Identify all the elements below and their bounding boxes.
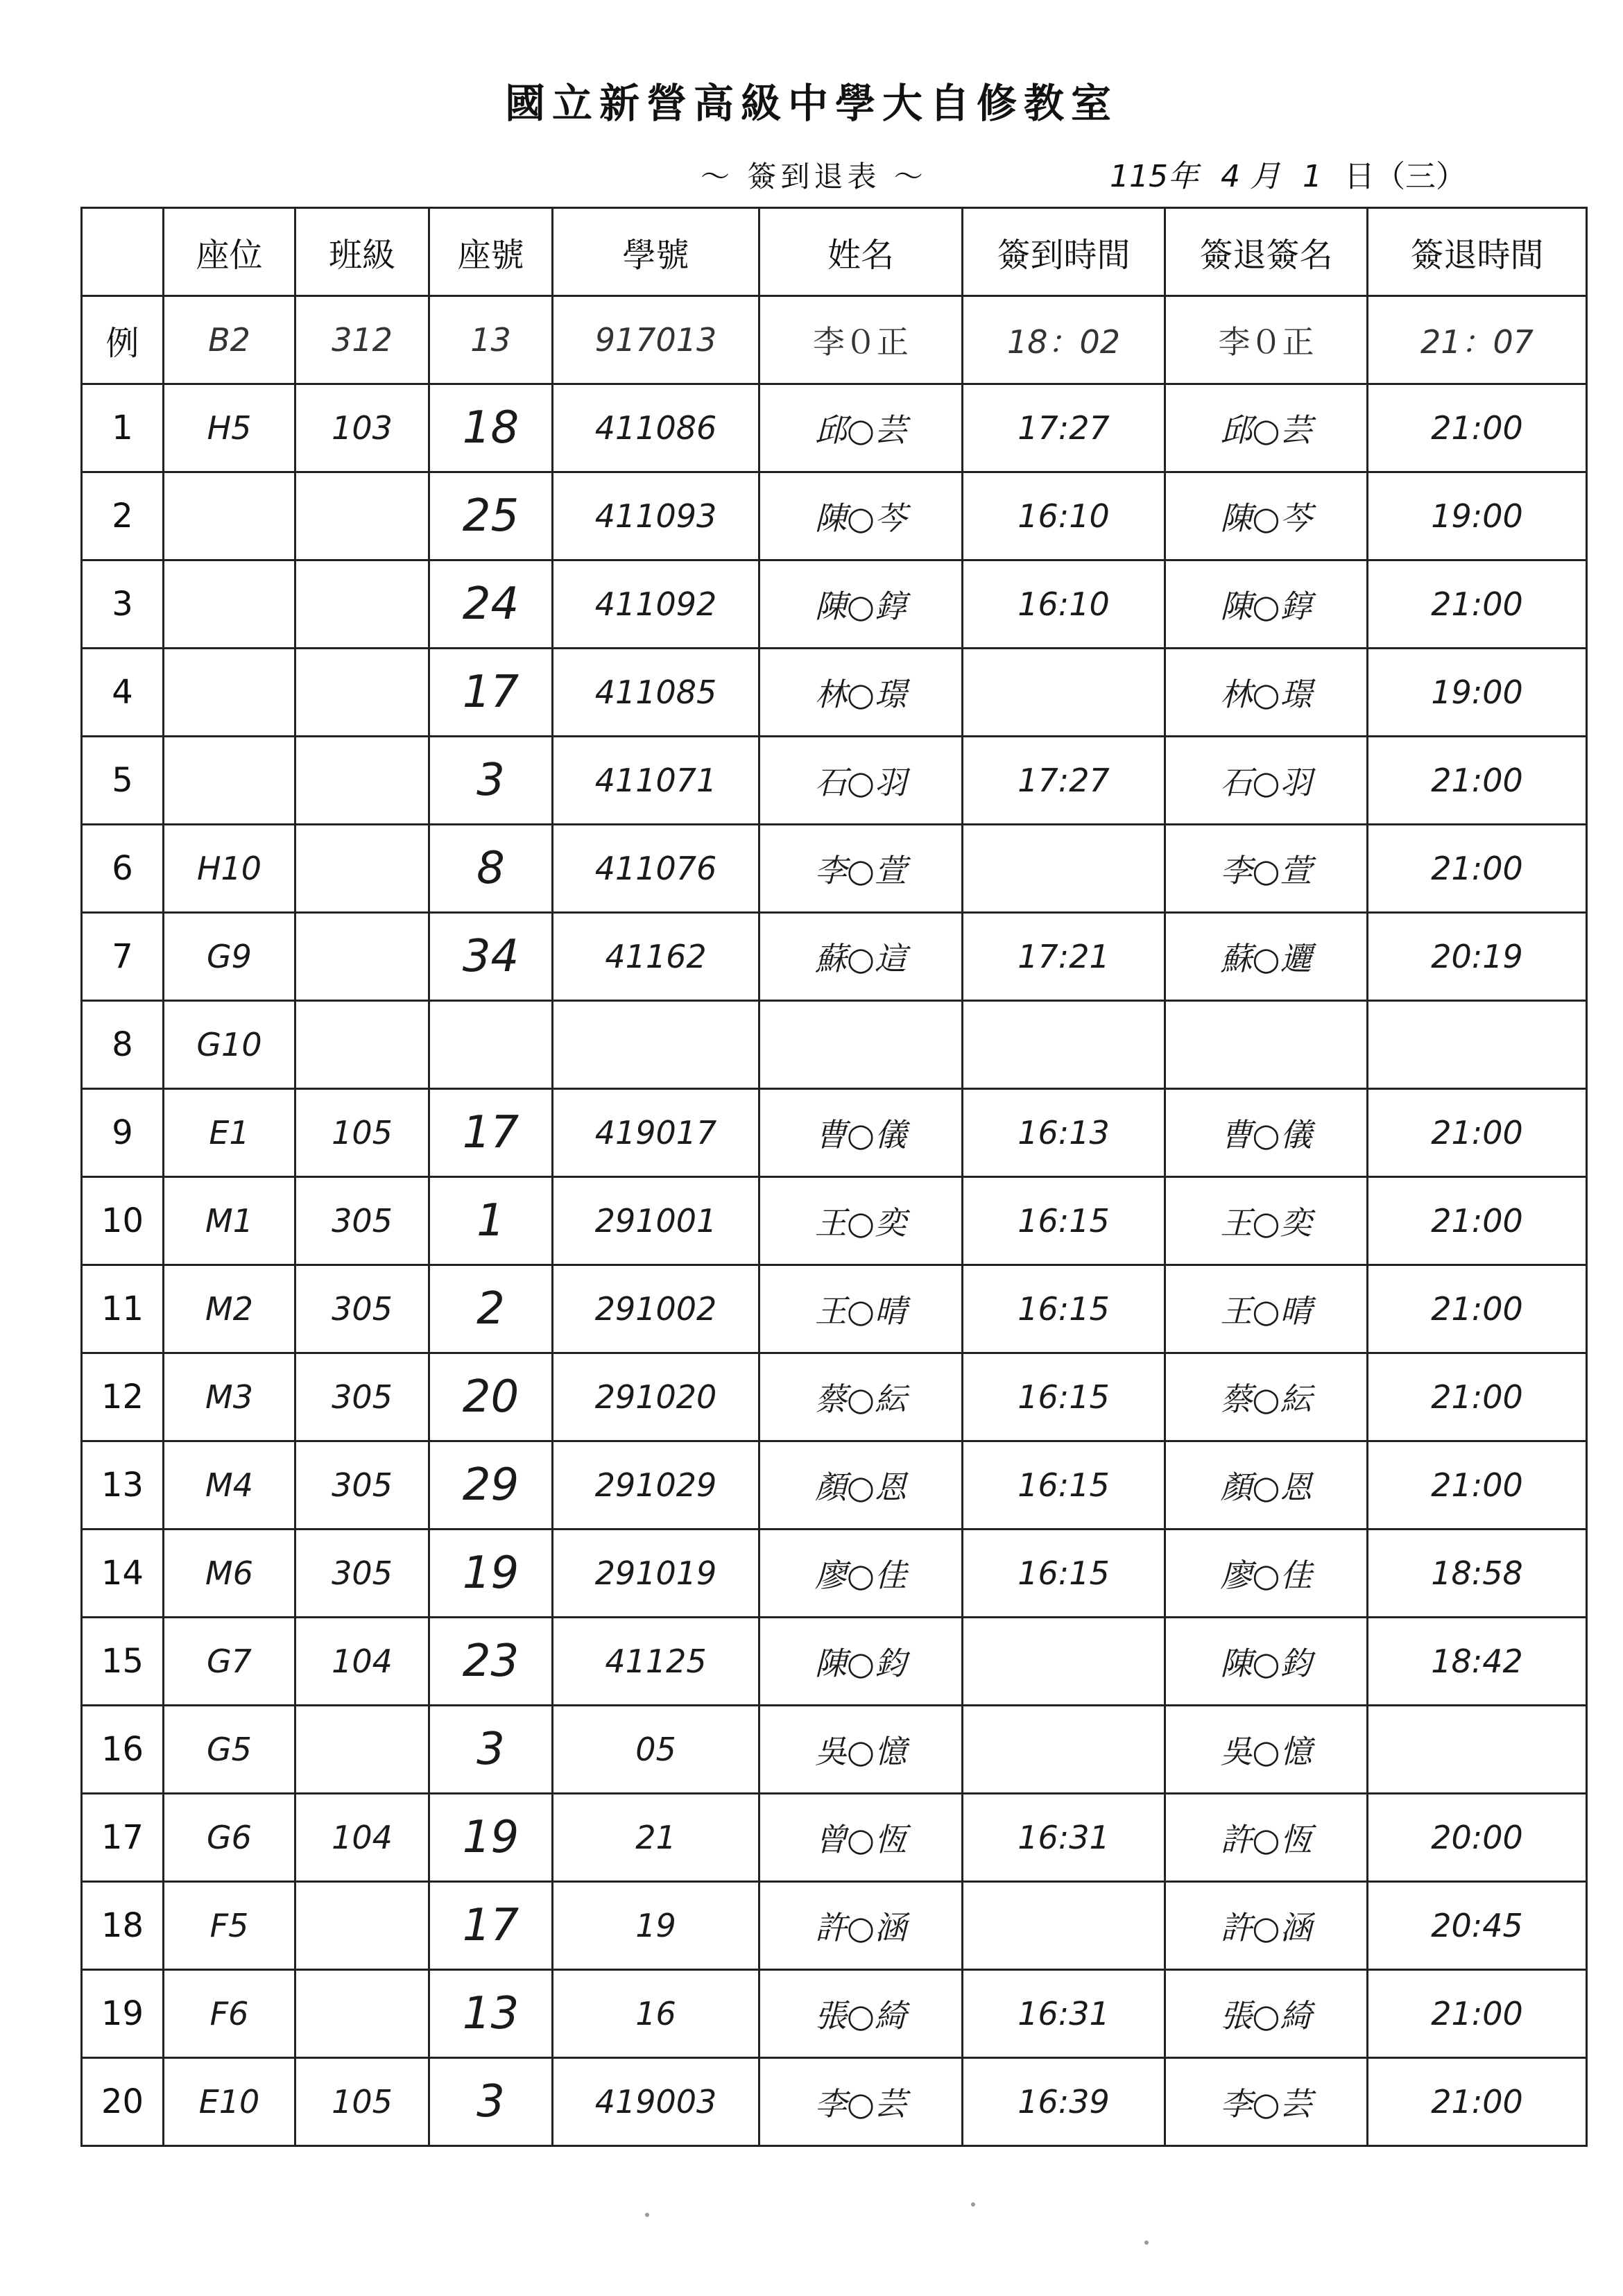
- sign-in-time-cell: 16:31: [963, 1794, 1165, 1882]
- table-row: [82, 560, 1587, 649]
- name-cell: 李○芸: [759, 2058, 963, 2146]
- seat-cell: M1: [164, 1177, 295, 1265]
- table-row: [82, 1794, 1587, 1882]
- student-id-cell: 05: [553, 1706, 759, 1794]
- sign-in-time-cell: [963, 1618, 1165, 1706]
- sign-out-time-cell: 21:00: [1368, 1353, 1587, 1441]
- sign-in-time-cell: [963, 1882, 1165, 1970]
- row-number: 6: [82, 825, 164, 913]
- table-row: [82, 1353, 1587, 1441]
- class-cell: [295, 472, 429, 560]
- row-number: 3: [82, 560, 164, 649]
- seat-cell: H10: [164, 825, 295, 913]
- example-student-id: 917013: [553, 296, 759, 384]
- col-header-student-id: 學號: [553, 208, 759, 296]
- class-cell: 104: [295, 1618, 429, 1706]
- class-cell: [295, 649, 429, 737]
- row-number: 9: [82, 1089, 164, 1177]
- seat-number-cell: 3: [429, 1706, 553, 1794]
- col-header-name: 姓名: [759, 208, 963, 296]
- name-cell: 蘇○這: [759, 913, 963, 1001]
- name-cell: 陳○芩: [759, 472, 963, 560]
- sign-in-time-cell: 16:15: [963, 1441, 1165, 1530]
- example-sign-in: 18：02: [963, 296, 1165, 384]
- sign-out-time-cell: [1368, 1706, 1587, 1794]
- seat-number-cell: [429, 1001, 553, 1089]
- row-number: 18: [82, 1882, 164, 1970]
- scan-speck: [971, 2202, 975, 2207]
- seat-number-cell: 17: [429, 1882, 553, 1970]
- seat-cell: M2: [164, 1265, 295, 1353]
- seat-number-cell: 25: [429, 472, 553, 560]
- table-row: [82, 472, 1587, 560]
- class-cell: [295, 1970, 429, 2058]
- form-subtitle: ～ 簽到退表 ～: [701, 160, 927, 194]
- row-number: 15: [82, 1618, 164, 1706]
- date-month: 4 月: [1220, 159, 1280, 194]
- example-row: [82, 296, 1587, 384]
- sign-out-name-cell: 張○綺: [1165, 1970, 1368, 2058]
- name-cell: 顏○恩: [759, 1441, 963, 1530]
- class-cell: 305: [295, 1177, 429, 1265]
- student-id-cell: 291029: [553, 1441, 759, 1530]
- page-title: 國立新營高級中學大自修教室: [504, 80, 1118, 127]
- scan-speck: [645, 2213, 649, 2217]
- sign-in-time-cell: 16:31: [963, 1970, 1165, 2058]
- row-number: 16: [82, 1706, 164, 1794]
- sign-out-name-cell: 王○晴: [1165, 1265, 1368, 1353]
- sign-out-name-cell: 許○恆: [1165, 1794, 1368, 1882]
- name-cell: 吳○憶: [759, 1706, 963, 1794]
- student-id-cell: 411086: [553, 384, 759, 472]
- table-row: [82, 737, 1587, 825]
- seat-cell: [164, 560, 295, 649]
- name-cell: 林○璟: [759, 649, 963, 737]
- table-row: [82, 825, 1587, 913]
- date-day: 1: [1302, 159, 1322, 194]
- seat-number-cell: 29: [429, 1441, 553, 1530]
- seat-number-cell: 3: [429, 737, 553, 825]
- table-row: [82, 1882, 1587, 1970]
- sign-in-table: [80, 207, 1588, 2147]
- example-number: 13: [429, 296, 553, 384]
- seat-number-cell: 1: [429, 1177, 553, 1265]
- seat-cell: H5: [164, 384, 295, 472]
- sign-out-name-cell: 陳○芩: [1165, 472, 1368, 560]
- seat-number-cell: 23: [429, 1618, 553, 1706]
- row-number: 2: [82, 472, 164, 560]
- sign-out-name-cell: 吳○憶: [1165, 1706, 1368, 1794]
- name-cell: 許○涵: [759, 1882, 963, 1970]
- name-cell: 李○萱: [759, 825, 963, 913]
- sign-out-name-cell: 林○璟: [1165, 649, 1368, 737]
- example-class: 312: [295, 296, 429, 384]
- name-cell: 張○綺: [759, 1970, 963, 2058]
- table-row: [82, 1970, 1587, 2058]
- row-number: 19: [82, 1970, 164, 2058]
- student-id-cell: 291020: [553, 1353, 759, 1441]
- student-id-cell: 411092: [553, 560, 759, 649]
- seat-cell: [164, 737, 295, 825]
- seat-cell: [164, 472, 295, 560]
- student-id-cell: 19: [553, 1882, 759, 1970]
- seat-cell: M6: [164, 1530, 295, 1618]
- sign-out-time-cell: 21:00: [1368, 2058, 1587, 2146]
- example-seat: B2: [164, 296, 295, 384]
- sign-out-name-cell: [1165, 1001, 1368, 1089]
- row-number: 20: [82, 2058, 164, 2146]
- sign-in-time-cell: [963, 1001, 1165, 1089]
- row-number: 1: [82, 384, 164, 472]
- sign-out-time-cell: 20:45: [1368, 1882, 1587, 1970]
- name-cell: 陳○鈞: [759, 1618, 963, 1706]
- sign-out-time-cell: 19:00: [1368, 649, 1587, 737]
- seat-cell: E10: [164, 2058, 295, 2146]
- seat-number-cell: 3: [429, 2058, 553, 2146]
- col-header-class: 班級: [295, 208, 429, 296]
- class-cell: [295, 825, 429, 913]
- seat-number-cell: 24: [429, 560, 553, 649]
- name-cell: 王○奕: [759, 1177, 963, 1265]
- table-row: [82, 1706, 1587, 1794]
- row-number: 14: [82, 1530, 164, 1618]
- col-header-sign-out-time: 簽退時間: [1368, 208, 1587, 296]
- student-id-cell: 21: [553, 1794, 759, 1882]
- row-number: 10: [82, 1177, 164, 1265]
- sign-out-name-cell: 蔡○紜: [1165, 1353, 1368, 1441]
- seat-cell: G5: [164, 1706, 295, 1794]
- sign-in-time-cell: 16:15: [963, 1265, 1165, 1353]
- name-cell: 王○晴: [759, 1265, 963, 1353]
- student-id-cell: 411076: [553, 825, 759, 913]
- class-cell: 104: [295, 1794, 429, 1882]
- sign-out-name-cell: 石○羽: [1165, 737, 1368, 825]
- col-header-index: [82, 208, 164, 296]
- student-id-cell: 16: [553, 1970, 759, 2058]
- row-number: 4: [82, 649, 164, 737]
- seat-number-cell: 18: [429, 384, 553, 472]
- sign-out-time-cell: 21:00: [1368, 560, 1587, 649]
- sign-in-time-cell: [963, 649, 1165, 737]
- sign-out-time-cell: 21:00: [1368, 1089, 1587, 1177]
- sign-out-name-cell: 陳○錞: [1165, 560, 1368, 649]
- class-cell: [295, 1001, 429, 1089]
- row-number: 5: [82, 737, 164, 825]
- seat-number-cell: 8: [429, 825, 553, 913]
- row-number: 12: [82, 1353, 164, 1441]
- name-cell: [759, 1001, 963, 1089]
- sign-out-name-cell: 廖○佳: [1165, 1530, 1368, 1618]
- class-cell: [295, 560, 429, 649]
- name-cell: 廖○佳: [759, 1530, 963, 1618]
- sign-in-time-cell: 16:15: [963, 1353, 1165, 1441]
- sign-out-name-cell: 王○奕: [1165, 1177, 1368, 1265]
- class-cell: 103: [295, 384, 429, 472]
- col-header-sign-in-time: 簽到時間: [963, 208, 1165, 296]
- sign-out-name-cell: 李○萱: [1165, 825, 1368, 913]
- col-header-sign-out-name: 簽退簽名: [1165, 208, 1368, 296]
- sign-in-time-cell: [963, 1706, 1165, 1794]
- sign-out-time-cell: 19:00: [1368, 472, 1587, 560]
- sign-out-name-cell: 李○芸: [1165, 2058, 1368, 2146]
- seat-number-cell: 19: [429, 1794, 553, 1882]
- sign-out-time-cell: 21:00: [1368, 384, 1587, 472]
- example-signout-name: 李０正: [1165, 296, 1368, 384]
- sign-in-time-cell: 16:13: [963, 1089, 1165, 1177]
- table-row: [82, 1177, 1587, 1265]
- sign-in-time-cell: 16:15: [963, 1177, 1165, 1265]
- seat-cell: M4: [164, 1441, 295, 1530]
- student-id-cell: 411071: [553, 737, 759, 825]
- sign-in-time-cell: [963, 825, 1165, 913]
- name-cell: 陳○錞: [759, 560, 963, 649]
- class-cell: [295, 737, 429, 825]
- seat-number-cell: 20: [429, 1353, 553, 1441]
- row-number: 7: [82, 913, 164, 1001]
- seat-number-cell: 13: [429, 1970, 553, 2058]
- example-sign-out: 21：07: [1368, 296, 1587, 384]
- table-row: [82, 649, 1587, 737]
- sign-in-time-cell: 16:10: [963, 560, 1165, 649]
- student-id-cell: 411093: [553, 472, 759, 560]
- seat-cell: E1: [164, 1089, 295, 1177]
- example-label: 例: [82, 296, 164, 384]
- sign-out-name-cell: 顏○恩: [1165, 1441, 1368, 1530]
- table-row: [82, 1001, 1587, 1089]
- seat-number-cell: 17: [429, 1089, 553, 1177]
- student-id-cell: 291001: [553, 1177, 759, 1265]
- sign-out-time-cell: 21:00: [1368, 1177, 1587, 1265]
- sign-out-time-cell: 20:19: [1368, 913, 1587, 1001]
- sign-out-time-cell: 21:00: [1368, 1265, 1587, 1353]
- sign-out-time-cell: 21:00: [1368, 825, 1587, 913]
- table-row: [82, 913, 1587, 1001]
- class-cell: 105: [295, 2058, 429, 2146]
- student-id-cell: 419017: [553, 1089, 759, 1177]
- name-cell: 石○羽: [759, 737, 963, 825]
- row-number: 11: [82, 1265, 164, 1353]
- sign-out-name-cell: 曹○儀: [1165, 1089, 1368, 1177]
- seat-number-cell: 17: [429, 649, 553, 737]
- sign-out-time-cell: 18:58: [1368, 1530, 1587, 1618]
- class-cell: [295, 1882, 429, 1970]
- name-cell: 曾○恆: [759, 1794, 963, 1882]
- example-name: 李０正: [759, 296, 963, 384]
- seat-cell: G9: [164, 913, 295, 1001]
- name-cell: 邱○芸: [759, 384, 963, 472]
- seat-cell: M3: [164, 1353, 295, 1441]
- col-header-seat: 座位: [164, 208, 295, 296]
- class-cell: 305: [295, 1353, 429, 1441]
- sign-in-time-cell: 16:15: [963, 1530, 1165, 1618]
- name-cell: 曹○儀: [759, 1089, 963, 1177]
- class-cell: 305: [295, 1441, 429, 1530]
- row-number: 17: [82, 1794, 164, 1882]
- col-header-number: 座號: [429, 208, 553, 296]
- seat-number-cell: 19: [429, 1530, 553, 1618]
- sign-out-time-cell: 21:00: [1368, 1441, 1587, 1530]
- sign-in-time-cell: 17:27: [963, 384, 1165, 472]
- sign-out-time-cell: 18:42: [1368, 1618, 1587, 1706]
- row-number: 13: [82, 1441, 164, 1530]
- form-date: [1110, 151, 1479, 196]
- sign-out-name-cell: 許○涵: [1165, 1882, 1368, 1970]
- table-row: [82, 1089, 1587, 1177]
- table-row: [82, 2058, 1587, 2146]
- student-id-cell: 41162: [553, 913, 759, 1001]
- table-row: [82, 1265, 1587, 1353]
- table-row: [82, 384, 1587, 472]
- seat-number-cell: 34: [429, 913, 553, 1001]
- class-cell: [295, 913, 429, 1001]
- class-cell: [295, 1706, 429, 1794]
- seat-cell: G7: [164, 1618, 295, 1706]
- class-cell: 305: [295, 1530, 429, 1618]
- sign-out-name-cell: 蘇○邐: [1165, 913, 1368, 1001]
- date-year: 115年: [1110, 159, 1199, 194]
- class-cell: 305: [295, 1265, 429, 1353]
- table-header-row: [82, 208, 1587, 296]
- student-id-cell: 291002: [553, 1265, 759, 1353]
- sign-out-name-cell: 邱○芸: [1165, 384, 1368, 472]
- seat-cell: G10: [164, 1001, 295, 1089]
- sign-in-time-cell: 16:10: [963, 472, 1165, 560]
- date-weekday: 日（三）: [1343, 159, 1466, 194]
- sign-out-name-cell: 陳○鈞: [1165, 1618, 1368, 1706]
- student-id-cell: 291019: [553, 1530, 759, 1618]
- table-row: [82, 1441, 1587, 1530]
- table-row: [82, 1618, 1587, 1706]
- sign-in-time-cell: 16:39: [963, 2058, 1165, 2146]
- scan-speck: [1144, 2241, 1149, 2245]
- sign-out-time-cell: [1368, 1001, 1587, 1089]
- name-cell: 蔡○紜: [759, 1353, 963, 1441]
- student-id-cell: 41125: [553, 1618, 759, 1706]
- table-row: [82, 1530, 1587, 1618]
- student-id-cell: 411085: [553, 649, 759, 737]
- seat-cell: G6: [164, 1794, 295, 1882]
- sign-out-time-cell: 20:00: [1368, 1794, 1587, 1882]
- sign-out-time-cell: 21:00: [1368, 1970, 1587, 2058]
- row-number: 8: [82, 1001, 164, 1089]
- seat-cell: F6: [164, 1970, 295, 2058]
- seat-number-cell: 2: [429, 1265, 553, 1353]
- student-id-cell: 419003: [553, 2058, 759, 2146]
- sign-in-time-cell: 17:21: [963, 913, 1165, 1001]
- sign-in-time-cell: 17:27: [963, 737, 1165, 825]
- seat-cell: F5: [164, 1882, 295, 1970]
- student-id-cell: [553, 1001, 759, 1089]
- seat-cell: [164, 649, 295, 737]
- sign-out-time-cell: 21:00: [1368, 737, 1587, 825]
- class-cell: 105: [295, 1089, 429, 1177]
